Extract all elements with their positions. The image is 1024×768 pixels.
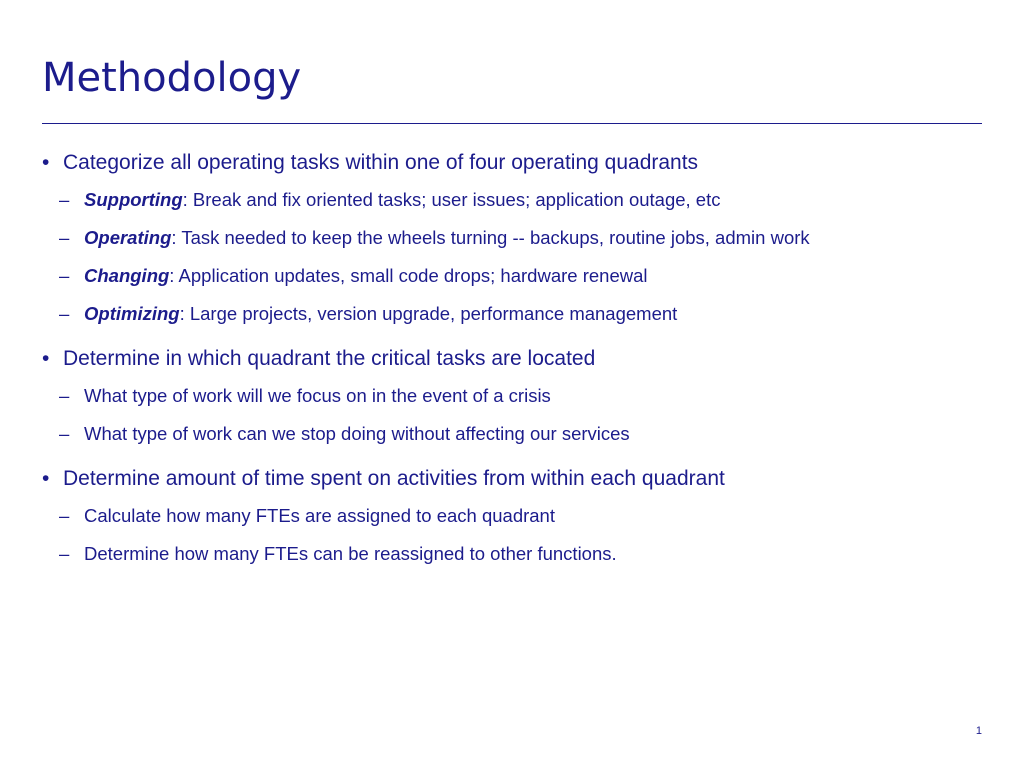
sub-item-optimizing — [42, 300, 992, 327]
term-label: Operating — [84, 227, 172, 248]
sub-item-text: : Large projects, version upgrade, performance management — [179, 303, 678, 324]
bullet-text: Determine amount of time spent on activities from within each quadrant — [63, 467, 725, 490]
sub-item-text: : Break and fix oriented tasks; user issues; application outage, etc — [182, 189, 721, 210]
bullet-item — [42, 464, 992, 494]
sub-item-text: : Application updates, small code drops; hardware renewal — [169, 265, 648, 286]
sub-item-text: Determine how many FTEs can be reassigned to other functions. — [84, 543, 617, 564]
bullet-item — [42, 344, 992, 374]
sub-item — [42, 502, 992, 529]
sub-item-changing — [42, 262, 992, 289]
term-label: Changing — [84, 265, 170, 286]
sub-item — [42, 420, 992, 447]
bullet-group-critical — [42, 344, 992, 447]
page-number: 1 — [975, 725, 982, 737]
dash-icon: – — [59, 265, 70, 286]
sub-item-text: What type of work will we focus on in the event of a crisis — [84, 385, 551, 406]
sub-item-text: : Task needed to keep the wheels turning -- backups, routine jobs, admin work — [171, 227, 810, 248]
bullet-icon: • — [42, 467, 50, 490]
dash-icon: – — [59, 505, 70, 526]
slide-content — [42, 148, 992, 567]
dash-icon: – — [59, 543, 70, 564]
bullet-item — [42, 148, 992, 178]
sub-item-text: What type of work can we stop doing without affecting our services — [84, 423, 630, 444]
sub-item-supporting — [42, 186, 992, 213]
title-divider — [42, 123, 982, 124]
dash-icon: – — [59, 227, 70, 248]
bullet-group-categorize — [42, 148, 992, 327]
dash-icon: – — [59, 189, 70, 210]
sub-item-text: Calculate how many FTEs are assigned to each quadrant — [84, 505, 555, 526]
dash-icon: – — [59, 385, 70, 406]
sub-item — [42, 540, 992, 567]
bullet-icon: • — [42, 151, 50, 174]
bullet-icon: • — [42, 347, 50, 370]
sub-item — [42, 382, 992, 409]
bullet-text: Determine in which quadrant the critical tasks are located — [63, 347, 596, 370]
dash-icon: – — [59, 423, 70, 444]
sub-item-operating — [42, 224, 992, 251]
term-label: Optimizing — [84, 303, 180, 324]
slide-title: Methodology — [42, 55, 302, 101]
bullet-text: Categorize all operating tasks within one of four operating quadrants — [63, 151, 699, 174]
term-label: Supporting — [84, 189, 183, 210]
dash-icon: – — [59, 303, 70, 324]
bullet-group-time — [42, 464, 992, 567]
